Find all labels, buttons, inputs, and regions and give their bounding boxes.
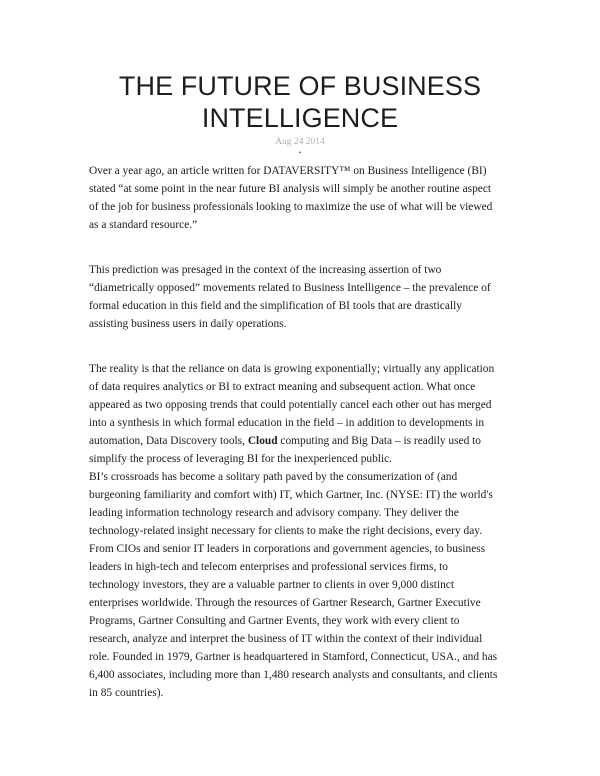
article-title-line-2: INTELLIGENCE: [201, 103, 399, 133]
paragraph-line: Over a year ago, an article written for DATAVERSITY™ on Business Intelligence (BI): [89, 165, 487, 177]
text-run: automation, Data Discovery tools,: [89, 435, 248, 447]
paragraph-line: in 85 countries).: [89, 687, 164, 699]
paragraph-line-with-link: [89, 432, 519, 450]
paragraph-line: From CIOs and senior IT leaders in corporations and government agencies, to business: [89, 543, 486, 555]
paragraph-line: stated “at some point in the near future BI analysis will simply be another routine aspect: [89, 183, 492, 195]
paragraph-line: 6,400 associates, including more than 1,480 research analysts and consultants, and clients: [89, 669, 498, 681]
paragraph-line: of data requires analytics or BI to extract meaning and subsequent action. What once: [89, 381, 476, 393]
paragraph-line: technology-related insight necessary for clients to make the right decisions, every day.: [89, 525, 483, 537]
text-run: computing and Big Data – is readily used to: [277, 435, 481, 447]
separator-bullet: •: [298, 149, 302, 157]
paragraph-line: leaders in high-tech and telecom enterprises and professional services firms, to: [89, 561, 448, 573]
cloud-keyword: Cloud: [247, 435, 278, 447]
paragraph-line: appeared as two opposing trends that could potentially cancel each other out has merged: [89, 399, 492, 411]
paragraph-line: This prediction was presaged in the context of the increasing assertion of two: [89, 264, 442, 276]
paragraph-line: burgeoning familiarity and comfort with) IT, which Gartner, Inc. (NYSE: IT) the world's: [89, 489, 493, 501]
paragraph-gap: [89, 333, 519, 360]
paragraph-line: enterprises worldwide. Through the resources of Gartner Research, Gartner Executive: [89, 597, 481, 609]
paragraph-line: into a synthesis in which formal education in the field – in addition to developments in: [89, 417, 485, 429]
paragraph-line: technology investors, they are a valuable partner to clients in over 9,000 distinct: [89, 579, 455, 591]
paragraph-3: [89, 360, 519, 468]
paragraph-line: formal education in this field and the simplification of BI tools that are drastically: [89, 300, 462, 312]
article-body: [89, 162, 519, 702]
paragraph-line: assisting business users in daily operations.: [89, 318, 287, 330]
paragraph-line: leading information technology research and advisory company. They deliver the: [89, 507, 459, 519]
paragraph-line: The reality is that the reliance on data is growing exponentially; virtually any application: [89, 363, 495, 375]
article-title-line-1: THE FUTURE OF BUSINESS: [118, 71, 482, 101]
paragraph-1: [89, 162, 519, 234]
paragraph-line: Programs, Gartner Consulting and Gartner Events, they work with every client to: [89, 615, 460, 627]
paragraph-4: [89, 468, 519, 702]
paragraph-line: of the job for business professionals looking to maximize the use of what will be viewed: [89, 201, 493, 213]
article-title: [60, 70, 540, 134]
paragraph-2: [89, 261, 519, 333]
paragraph-line: simplify the process of leveraging BI for the inexperienced public.: [89, 453, 393, 465]
paragraph-line: “diametrically opposed” movements related to Business Intelligence – the prevalence of: [89, 282, 491, 294]
paragraph-line: role. Founded in 1979, Gartner is headquartered in Stamford, Connecticut, USA., and has: [89, 651, 498, 663]
paragraph-gap: [89, 234, 519, 261]
paragraph-line: as a standard resource.”: [89, 219, 198, 231]
paragraph-line: BI’s crossroads has become a solitary path paved by the consumerization of (and: [89, 471, 458, 483]
paragraph-line: research, analyze and interpret the business of IT within the context of their individual: [89, 633, 483, 645]
publish-date: Aug 24 2014: [275, 137, 325, 147]
